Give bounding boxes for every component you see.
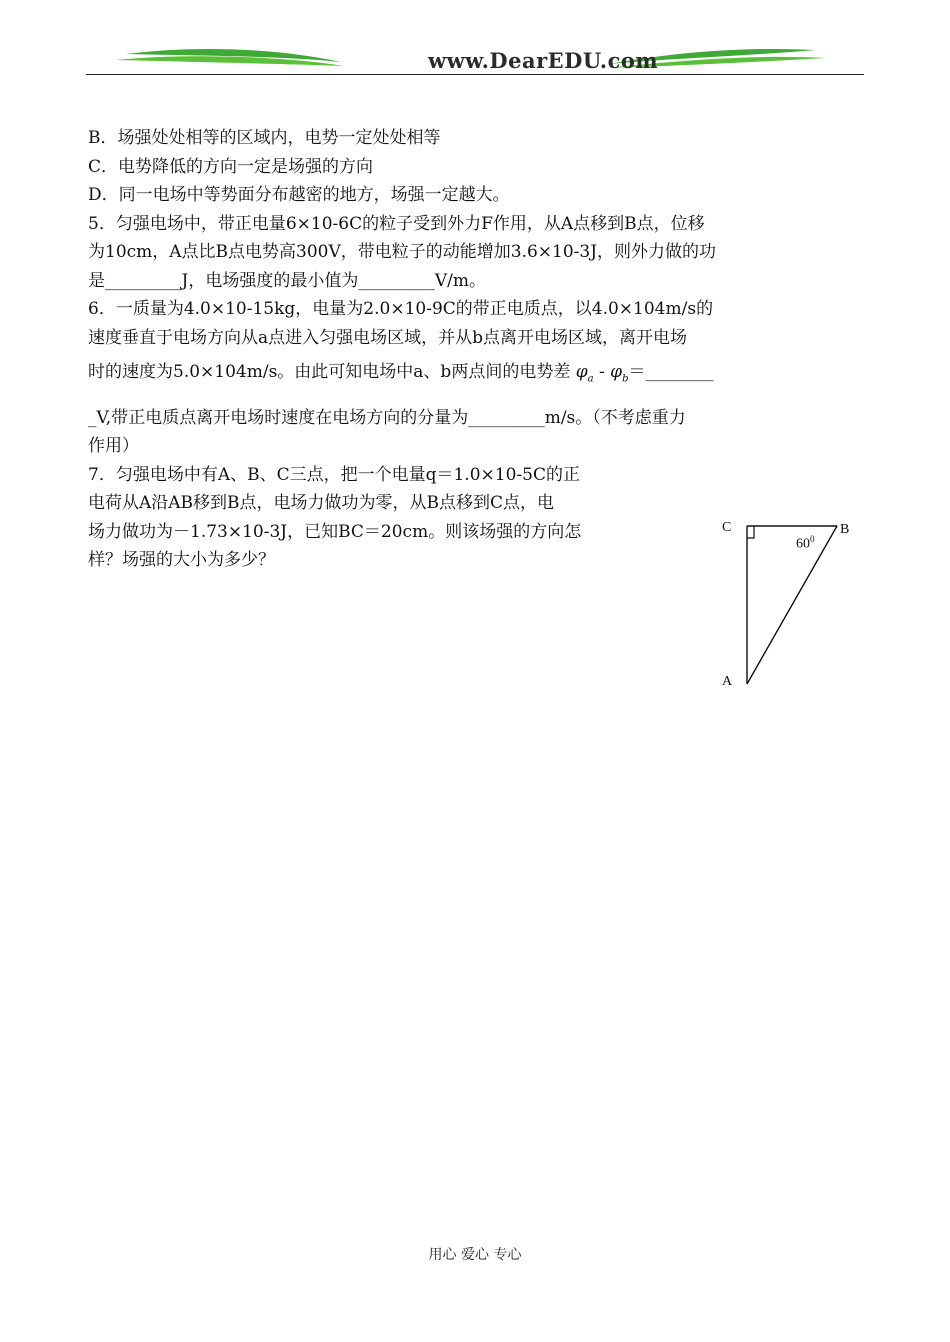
q7-line-3: 场力做功为－1.73×10-3J，已知BC＝20cm。则该场强的方向怎 — [88, 521, 582, 542]
header-rule — [86, 74, 864, 75]
q7-line-2: 电荷从A沿AB移到B点，电场力做功为零，从B点移到C点，电 — [88, 493, 555, 514]
q6-line-3 — [88, 358, 864, 394]
right-triangle-diagram — [716, 516, 866, 696]
q7-block — [88, 461, 698, 575]
page-footer: 用心 爱心 专心 — [428, 1247, 522, 1263]
potential-difference-formula: $\varphi_a - \varphi_b$ — [575, 362, 629, 385]
angle-label: $60^0$ — [796, 534, 815, 552]
q5-line-1: 5．匀强电场中，带正电量6×10-6C的粒子受到外力F作用，从A点移到B点，位移 — [88, 213, 705, 234]
triangle-figure — [716, 516, 866, 696]
q6-line-3-blank: ＝________ — [628, 362, 714, 382]
q6-line-3-text: 时的速度为5.0×104m/s。由此可知电场中a、b两点间的电势差 — [88, 362, 571, 382]
q7-line-4: 样？场强的大小为多少？ — [88, 550, 275, 571]
vertex-b-label: B — [840, 522, 850, 537]
site-logo-text: www.DearEDU.com — [428, 48, 659, 73]
q6-line-1: 6．一质量为4.0×10-15kg，电量为2.0×10-9C的带正电质点，以4.0×104m/s的 — [88, 299, 714, 319]
q7-line-1: 7．匀强电场中有A、B、C三点，把一个电量q＝1.0×10-5C的正 — [88, 464, 580, 485]
q5-line-3: 是_________J，电场强度的最小值为_________V/m。 — [88, 270, 486, 291]
question-content — [88, 124, 864, 575]
q6-line-4: _V,带正电质点离开电场时速度在电场方向的分量为_________m/s。（不考虑重力 — [88, 407, 686, 428]
q6-line-2: 速度垂直于电场方向从a点进入匀强电场区域，并从b点离开电场区域，离开电场 — [88, 327, 688, 348]
q5-line-2: 为10cm，A点比B点电势高300V，带电粒子的动能增加3.6×10-3J，则外力做的功 — [88, 242, 717, 262]
q6-line-5: 作用） — [88, 436, 139, 457]
q4-option-c: C．电势降低的方向一定是场强的方向 — [88, 156, 374, 177]
vertex-c-label: C — [722, 520, 732, 535]
vertex-a-label: A — [722, 674, 733, 689]
q4-option-b: B．场强处处相等的区域内，电势一定处处相等 — [88, 128, 441, 148]
q4-option-d: D．同一电场中等势面分布越密的地方，场强一定越大。 — [88, 185, 510, 205]
